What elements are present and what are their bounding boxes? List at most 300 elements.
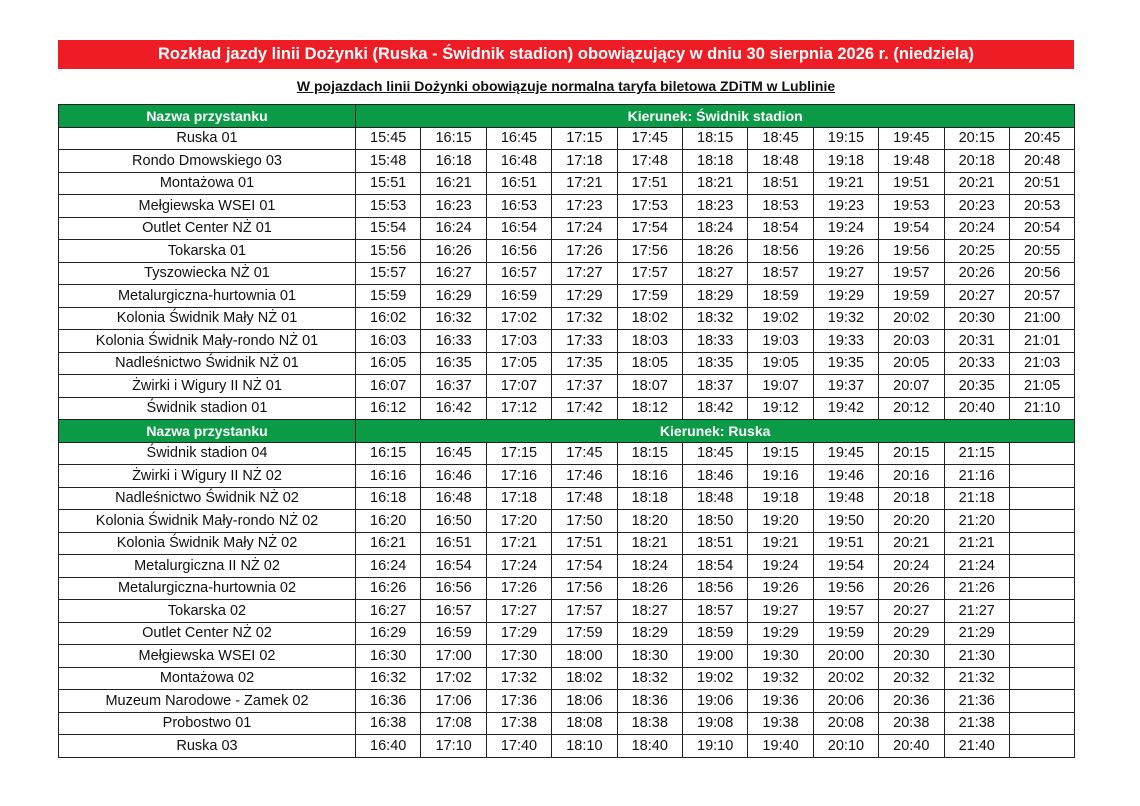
departure-time: 18:59 bbox=[682, 622, 747, 645]
departure-time: 20:48 bbox=[1009, 150, 1074, 173]
departure-time: 19:29 bbox=[813, 285, 878, 308]
departure-time: 19:20 bbox=[748, 510, 813, 533]
departure-time: 17:21 bbox=[552, 172, 617, 195]
departure-time: 19:24 bbox=[813, 217, 878, 240]
departure-time: 21:10 bbox=[1009, 397, 1074, 420]
departure-time: 20:00 bbox=[813, 645, 878, 668]
departure-time: 17:48 bbox=[552, 487, 617, 510]
departure-time: 20:27 bbox=[944, 285, 1009, 308]
departure-time: 20:18 bbox=[944, 150, 1009, 173]
departure-time: 18:26 bbox=[617, 577, 682, 600]
departure-time: 18:27 bbox=[617, 600, 682, 623]
departure-time: 18:46 bbox=[682, 465, 747, 488]
departure-time: 21:16 bbox=[944, 465, 1009, 488]
departure-time: 17:54 bbox=[552, 555, 617, 578]
stop-name: Żwirki i Wigury II NŻ 01 bbox=[59, 375, 356, 398]
departure-time: 19:24 bbox=[748, 555, 813, 578]
departure-time: 18:21 bbox=[617, 532, 682, 555]
departure-time: 20:25 bbox=[944, 240, 1009, 263]
departure-time: 19:56 bbox=[879, 240, 944, 263]
stop-name: Ruska 01 bbox=[59, 127, 356, 150]
stop-name: Nadleśnictwo Świdnik NŻ 01 bbox=[59, 352, 356, 375]
departure-time: 19:48 bbox=[813, 487, 878, 510]
departure-time: 19:57 bbox=[813, 600, 878, 623]
departure-time: 16:29 bbox=[421, 285, 486, 308]
departure-time: 19:38 bbox=[748, 712, 813, 735]
departure-time: 17:15 bbox=[552, 127, 617, 150]
table-row bbox=[59, 172, 1075, 195]
departure-time: 16:24 bbox=[421, 217, 486, 240]
departure-time: 18:29 bbox=[617, 622, 682, 645]
departure-time: 17:29 bbox=[552, 285, 617, 308]
table-row bbox=[59, 397, 1075, 420]
table-row bbox=[59, 600, 1075, 623]
departure-time: 19:21 bbox=[748, 532, 813, 555]
stop-name: Kolonia Świdnik Mały-rondo NŻ 02 bbox=[59, 510, 356, 533]
direction-header: Kierunek: Świdnik stadion bbox=[356, 105, 1075, 128]
departure-time: 15:54 bbox=[356, 217, 421, 240]
departure-time: 20:08 bbox=[813, 712, 878, 735]
departure-time: 16:18 bbox=[356, 487, 421, 510]
departure-time: 19:27 bbox=[813, 262, 878, 285]
departure-time: 20:38 bbox=[879, 712, 944, 735]
departure-time: 21:29 bbox=[944, 622, 1009, 645]
departure-time: 16:26 bbox=[356, 577, 421, 600]
departure-time: 19:12 bbox=[748, 397, 813, 420]
departure-time: 19:15 bbox=[748, 442, 813, 465]
departure-time: 16:33 bbox=[421, 330, 486, 353]
departure-time: 16:15 bbox=[421, 127, 486, 150]
table-row bbox=[59, 307, 1075, 330]
departure-time: 16:38 bbox=[356, 712, 421, 735]
departure-time bbox=[1009, 577, 1074, 600]
table-row bbox=[59, 622, 1075, 645]
departure-time: 16:21 bbox=[356, 532, 421, 555]
stop-name: Metalurgiczna-hurtownia 01 bbox=[59, 285, 356, 308]
departure-time: 18:59 bbox=[748, 285, 813, 308]
departure-time: 19:45 bbox=[879, 127, 944, 150]
departure-time: 18:07 bbox=[617, 375, 682, 398]
stop-name: Tyszowiecka NŻ 01 bbox=[59, 262, 356, 285]
table-row bbox=[59, 217, 1075, 240]
departure-time: 16:27 bbox=[421, 262, 486, 285]
departure-time: 20:40 bbox=[879, 735, 944, 758]
departure-time: 19:50 bbox=[813, 510, 878, 533]
departure-time bbox=[1009, 645, 1074, 668]
departure-time: 17:59 bbox=[552, 622, 617, 645]
departure-time bbox=[1009, 667, 1074, 690]
departure-time: 17:56 bbox=[552, 577, 617, 600]
departure-time: 15:59 bbox=[356, 285, 421, 308]
departure-time: 19:29 bbox=[748, 622, 813, 645]
departure-time: 19:23 bbox=[813, 195, 878, 218]
stop-name: Kolonia Świdnik Mały NŻ 01 bbox=[59, 307, 356, 330]
departure-time: 20:02 bbox=[879, 307, 944, 330]
departure-time: 20:33 bbox=[944, 352, 1009, 375]
departure-time: 20:36 bbox=[879, 690, 944, 713]
departure-time: 17:08 bbox=[421, 712, 486, 735]
departure-time: 17:02 bbox=[486, 307, 551, 330]
departure-time: 16:40 bbox=[356, 735, 421, 758]
stop-name: Żwirki i Wigury II NŻ 02 bbox=[59, 465, 356, 488]
table-row bbox=[59, 285, 1075, 308]
departure-time: 17:33 bbox=[552, 330, 617, 353]
departure-time: 16:27 bbox=[356, 600, 421, 623]
table-row bbox=[59, 330, 1075, 353]
departure-time: 17:29 bbox=[486, 622, 551, 645]
departure-time: 20:45 bbox=[1009, 127, 1074, 150]
departure-time: 20:21 bbox=[879, 532, 944, 555]
departure-time: 16:21 bbox=[421, 172, 486, 195]
departure-time: 19:02 bbox=[682, 667, 747, 690]
departure-time: 19:33 bbox=[813, 330, 878, 353]
departure-time: 17:18 bbox=[486, 487, 551, 510]
departure-time: 19:02 bbox=[748, 307, 813, 330]
stop-name: Metalurgiczna II NŻ 02 bbox=[59, 555, 356, 578]
departure-time: 16:24 bbox=[356, 555, 421, 578]
departure-time: 16:12 bbox=[356, 397, 421, 420]
table-row bbox=[59, 555, 1075, 578]
departure-time: 19:18 bbox=[748, 487, 813, 510]
departure-time: 19:00 bbox=[682, 645, 747, 668]
table-row bbox=[59, 127, 1075, 150]
departure-time: 17:35 bbox=[552, 352, 617, 375]
departure-time: 18:32 bbox=[617, 667, 682, 690]
departure-time: 19:53 bbox=[879, 195, 944, 218]
departure-time: 17:40 bbox=[486, 735, 551, 758]
departure-time: 21:03 bbox=[1009, 352, 1074, 375]
departure-time: 19:48 bbox=[879, 150, 944, 173]
departure-time: 16:54 bbox=[421, 555, 486, 578]
departure-time: 18:24 bbox=[682, 217, 747, 240]
departure-time: 17:21 bbox=[486, 532, 551, 555]
departure-time: 17:57 bbox=[617, 262, 682, 285]
table-row bbox=[59, 465, 1075, 488]
departure-time: 17:57 bbox=[552, 600, 617, 623]
departure-time: 18:20 bbox=[617, 510, 682, 533]
departure-time: 18:24 bbox=[617, 555, 682, 578]
departure-time: 19:32 bbox=[748, 667, 813, 690]
departure-time: 19:03 bbox=[748, 330, 813, 353]
departure-time: 21:24 bbox=[944, 555, 1009, 578]
departure-time: 16:42 bbox=[421, 397, 486, 420]
departure-time: 17:24 bbox=[486, 555, 551, 578]
departure-time: 21:26 bbox=[944, 577, 1009, 600]
departure-time: 16:32 bbox=[421, 307, 486, 330]
departure-time: 19:21 bbox=[813, 172, 878, 195]
table-row bbox=[59, 487, 1075, 510]
table-row bbox=[59, 240, 1075, 263]
departure-time: 20:15 bbox=[944, 127, 1009, 150]
departure-time: 16:37 bbox=[421, 375, 486, 398]
table-row bbox=[59, 735, 1075, 758]
departure-time: 20:56 bbox=[1009, 262, 1074, 285]
departure-time bbox=[1009, 735, 1074, 758]
stop-name: Metalurgiczna-hurtownia 02 bbox=[59, 577, 356, 600]
departure-time: 17:20 bbox=[486, 510, 551, 533]
departure-time: 20:55 bbox=[1009, 240, 1074, 263]
departure-time: 21:01 bbox=[1009, 330, 1074, 353]
departure-time: 18:48 bbox=[748, 150, 813, 173]
departure-time: 19:46 bbox=[813, 465, 878, 488]
departure-time: 21:00 bbox=[1009, 307, 1074, 330]
timetable bbox=[58, 104, 1075, 758]
departure-time: 20:06 bbox=[813, 690, 878, 713]
departure-time: 16:26 bbox=[421, 240, 486, 263]
departure-time: 17:45 bbox=[552, 442, 617, 465]
departure-time: 21:27 bbox=[944, 600, 1009, 623]
departure-time: 17:06 bbox=[421, 690, 486, 713]
departure-time: 17:54 bbox=[617, 217, 682, 240]
section-header bbox=[59, 420, 1075, 443]
departure-time: 18:18 bbox=[617, 487, 682, 510]
departure-time: 20:07 bbox=[879, 375, 944, 398]
departure-time bbox=[1009, 600, 1074, 623]
departure-time: 20:12 bbox=[879, 397, 944, 420]
departure-time: 21:36 bbox=[944, 690, 1009, 713]
table-row bbox=[59, 195, 1075, 218]
departure-time: 17:24 bbox=[552, 217, 617, 240]
departure-time: 18:15 bbox=[617, 442, 682, 465]
departure-time: 19:57 bbox=[879, 262, 944, 285]
departure-time: 16:48 bbox=[486, 150, 551, 173]
departure-time: 16:35 bbox=[421, 352, 486, 375]
departure-time: 20:40 bbox=[944, 397, 1009, 420]
departure-time: 19:54 bbox=[813, 555, 878, 578]
departure-time: 19:40 bbox=[748, 735, 813, 758]
departure-time: 18:40 bbox=[617, 735, 682, 758]
departure-time: 18:06 bbox=[552, 690, 617, 713]
departure-time: 18:35 bbox=[682, 352, 747, 375]
departure-time: 19:18 bbox=[813, 150, 878, 173]
table-row bbox=[59, 150, 1075, 173]
stop-name: Ruska 03 bbox=[59, 735, 356, 758]
table-row bbox=[59, 442, 1075, 465]
departure-time: 17:36 bbox=[486, 690, 551, 713]
section-header bbox=[59, 105, 1075, 128]
departure-time: 18:32 bbox=[682, 307, 747, 330]
departure-time bbox=[1009, 690, 1074, 713]
departure-time: 17:32 bbox=[552, 307, 617, 330]
departure-time: 16:51 bbox=[421, 532, 486, 555]
departure-time: 17:16 bbox=[486, 465, 551, 488]
departure-time: 18:42 bbox=[682, 397, 747, 420]
stop-name-header: Nazwa przystanku bbox=[59, 420, 356, 443]
departure-time: 17:15 bbox=[486, 442, 551, 465]
departure-time: 18:45 bbox=[682, 442, 747, 465]
departure-time: 16:50 bbox=[421, 510, 486, 533]
departure-time: 16:56 bbox=[421, 577, 486, 600]
departure-time: 18:38 bbox=[617, 712, 682, 735]
departure-time: 20:02 bbox=[813, 667, 878, 690]
departure-time: 20:26 bbox=[879, 577, 944, 600]
departure-time: 18:57 bbox=[682, 600, 747, 623]
departure-time bbox=[1009, 532, 1074, 555]
departure-time: 18:02 bbox=[617, 307, 682, 330]
departure-time: 16:32 bbox=[356, 667, 421, 690]
departure-time: 19:36 bbox=[748, 690, 813, 713]
departure-time: 19:59 bbox=[813, 622, 878, 645]
departure-time: 18:08 bbox=[552, 712, 617, 735]
departure-time: 17:46 bbox=[552, 465, 617, 488]
departure-time: 21:38 bbox=[944, 712, 1009, 735]
stop-name-header: Nazwa przystanku bbox=[59, 105, 356, 128]
title-banner bbox=[58, 40, 1074, 69]
table-row bbox=[59, 712, 1075, 735]
stop-name: Probostwo 01 bbox=[59, 712, 356, 735]
departure-time: 16:54 bbox=[486, 217, 551, 240]
departure-time: 15:48 bbox=[356, 150, 421, 173]
departure-time: 18:26 bbox=[682, 240, 747, 263]
departure-time: 20:03 bbox=[879, 330, 944, 353]
departure-time: 16:56 bbox=[486, 240, 551, 263]
timetable-body bbox=[59, 105, 1075, 758]
departure-time: 21:05 bbox=[1009, 375, 1074, 398]
departure-time: 16:59 bbox=[486, 285, 551, 308]
departure-time: 17:48 bbox=[617, 150, 682, 173]
stop-name: Mełgiewska WSEI 01 bbox=[59, 195, 356, 218]
table-row bbox=[59, 645, 1075, 668]
stop-name: Outlet Center NŻ 01 bbox=[59, 217, 356, 240]
departure-time: 19:26 bbox=[813, 240, 878, 263]
departure-time: 20:21 bbox=[944, 172, 1009, 195]
departure-time: 20:30 bbox=[944, 307, 1009, 330]
departure-time: 21:30 bbox=[944, 645, 1009, 668]
departure-time: 17:10 bbox=[421, 735, 486, 758]
departure-time: 20:57 bbox=[1009, 285, 1074, 308]
departure-time: 17:18 bbox=[552, 150, 617, 173]
departure-time: 18:18 bbox=[682, 150, 747, 173]
departure-time: 16:45 bbox=[421, 442, 486, 465]
departure-time: 19:56 bbox=[813, 577, 878, 600]
departure-time: 17:56 bbox=[617, 240, 682, 263]
departure-time: 16:45 bbox=[486, 127, 551, 150]
departure-time: 16:53 bbox=[486, 195, 551, 218]
stop-name: Mełgiewska WSEI 02 bbox=[59, 645, 356, 668]
stop-name: Montażowa 01 bbox=[59, 172, 356, 195]
departure-time: 18:54 bbox=[748, 217, 813, 240]
departure-time: 19:45 bbox=[813, 442, 878, 465]
departure-time: 21:20 bbox=[944, 510, 1009, 533]
departure-time: 19:42 bbox=[813, 397, 878, 420]
departure-time: 16:29 bbox=[356, 622, 421, 645]
departure-time: 20:20 bbox=[879, 510, 944, 533]
departure-time bbox=[1009, 442, 1074, 465]
departure-time: 19:32 bbox=[813, 307, 878, 330]
departure-time: 16:23 bbox=[421, 195, 486, 218]
departure-time: 19:37 bbox=[813, 375, 878, 398]
departure-time: 16:46 bbox=[421, 465, 486, 488]
departure-time bbox=[1009, 555, 1074, 578]
departure-time: 20:24 bbox=[879, 555, 944, 578]
departure-time: 18:57 bbox=[748, 262, 813, 285]
departure-time: 21:15 bbox=[944, 442, 1009, 465]
departure-time: 18:33 bbox=[682, 330, 747, 353]
departure-time: 18:05 bbox=[617, 352, 682, 375]
departure-time: 16:18 bbox=[421, 150, 486, 173]
departure-time: 18:03 bbox=[617, 330, 682, 353]
departure-time: 20:35 bbox=[944, 375, 1009, 398]
table-row bbox=[59, 577, 1075, 600]
departure-time: 15:56 bbox=[356, 240, 421, 263]
departure-time bbox=[1009, 465, 1074, 488]
departure-time bbox=[1009, 622, 1074, 645]
departure-time: 17:12 bbox=[486, 397, 551, 420]
departure-time: 17:26 bbox=[486, 577, 551, 600]
departure-time: 21:18 bbox=[944, 487, 1009, 510]
departure-time: 16:05 bbox=[356, 352, 421, 375]
departure-time: 20:24 bbox=[944, 217, 1009, 240]
departure-time: 21:21 bbox=[944, 532, 1009, 555]
table-row bbox=[59, 375, 1075, 398]
departure-time: 16:57 bbox=[486, 262, 551, 285]
stop-name: Kolonia Świdnik Mały-rondo NŻ 01 bbox=[59, 330, 356, 353]
departure-time: 20:16 bbox=[879, 465, 944, 488]
departure-time: 18:37 bbox=[682, 375, 747, 398]
departure-time: 18:27 bbox=[682, 262, 747, 285]
departure-time: 17:27 bbox=[486, 600, 551, 623]
departure-time: 20:51 bbox=[1009, 172, 1074, 195]
departure-time: 18:56 bbox=[682, 577, 747, 600]
departure-time: 18:15 bbox=[682, 127, 747, 150]
departure-time: 17:53 bbox=[617, 195, 682, 218]
stop-name: Tokarska 01 bbox=[59, 240, 356, 263]
departure-time: 19:26 bbox=[748, 577, 813, 600]
page-title: Rozkład jazdy linii Dożynki (Ruska - Świdnik stadion) obowiązujący w dniu 30 sierpnia 2026 r. (niedziela) bbox=[157, 45, 975, 63]
departure-time: 15:51 bbox=[356, 172, 421, 195]
departure-time: 16:07 bbox=[356, 375, 421, 398]
departure-time: 21:40 bbox=[944, 735, 1009, 758]
departure-time: 19:16 bbox=[748, 465, 813, 488]
table-row bbox=[59, 667, 1075, 690]
departure-time: 17:50 bbox=[552, 510, 617, 533]
departure-time: 17:05 bbox=[486, 352, 551, 375]
departure-time: 17:45 bbox=[617, 127, 682, 150]
departure-time: 18:30 bbox=[617, 645, 682, 668]
departure-time: 17:37 bbox=[552, 375, 617, 398]
departure-time: 18:10 bbox=[552, 735, 617, 758]
departure-time: 19:30 bbox=[748, 645, 813, 668]
departure-time: 18:45 bbox=[748, 127, 813, 150]
departure-time: 18:50 bbox=[682, 510, 747, 533]
departure-time: 19:08 bbox=[682, 712, 747, 735]
departure-time: 17:51 bbox=[552, 532, 617, 555]
stop-name: Tokarska 02 bbox=[59, 600, 356, 623]
table-row bbox=[59, 532, 1075, 555]
departure-time: 19:51 bbox=[813, 532, 878, 555]
departure-time: 20:26 bbox=[944, 262, 1009, 285]
departure-time: 20:18 bbox=[879, 487, 944, 510]
stop-name: Rondo Dmowskiego 03 bbox=[59, 150, 356, 173]
departure-time: 17:42 bbox=[552, 397, 617, 420]
departure-time: 19:59 bbox=[879, 285, 944, 308]
table-row bbox=[59, 262, 1075, 285]
departure-time: 16:57 bbox=[421, 600, 486, 623]
departure-time: 20:30 bbox=[879, 645, 944, 668]
departure-time: 18:12 bbox=[617, 397, 682, 420]
departure-time: 19:35 bbox=[813, 352, 878, 375]
departure-time: 19:10 bbox=[682, 735, 747, 758]
departure-time: 16:16 bbox=[356, 465, 421, 488]
departure-time: 20:54 bbox=[1009, 217, 1074, 240]
departure-time: 16:03 bbox=[356, 330, 421, 353]
departure-time: 17:59 bbox=[617, 285, 682, 308]
tariff-note: W pojazdach linii Dożynki obowiązuje normalna taryfa biletowa ZDiTM w Lublinie bbox=[296, 78, 836, 94]
departure-time: 16:59 bbox=[421, 622, 486, 645]
departure-time: 20:15 bbox=[879, 442, 944, 465]
departure-time: 18:29 bbox=[682, 285, 747, 308]
departure-time: 19:05 bbox=[748, 352, 813, 375]
